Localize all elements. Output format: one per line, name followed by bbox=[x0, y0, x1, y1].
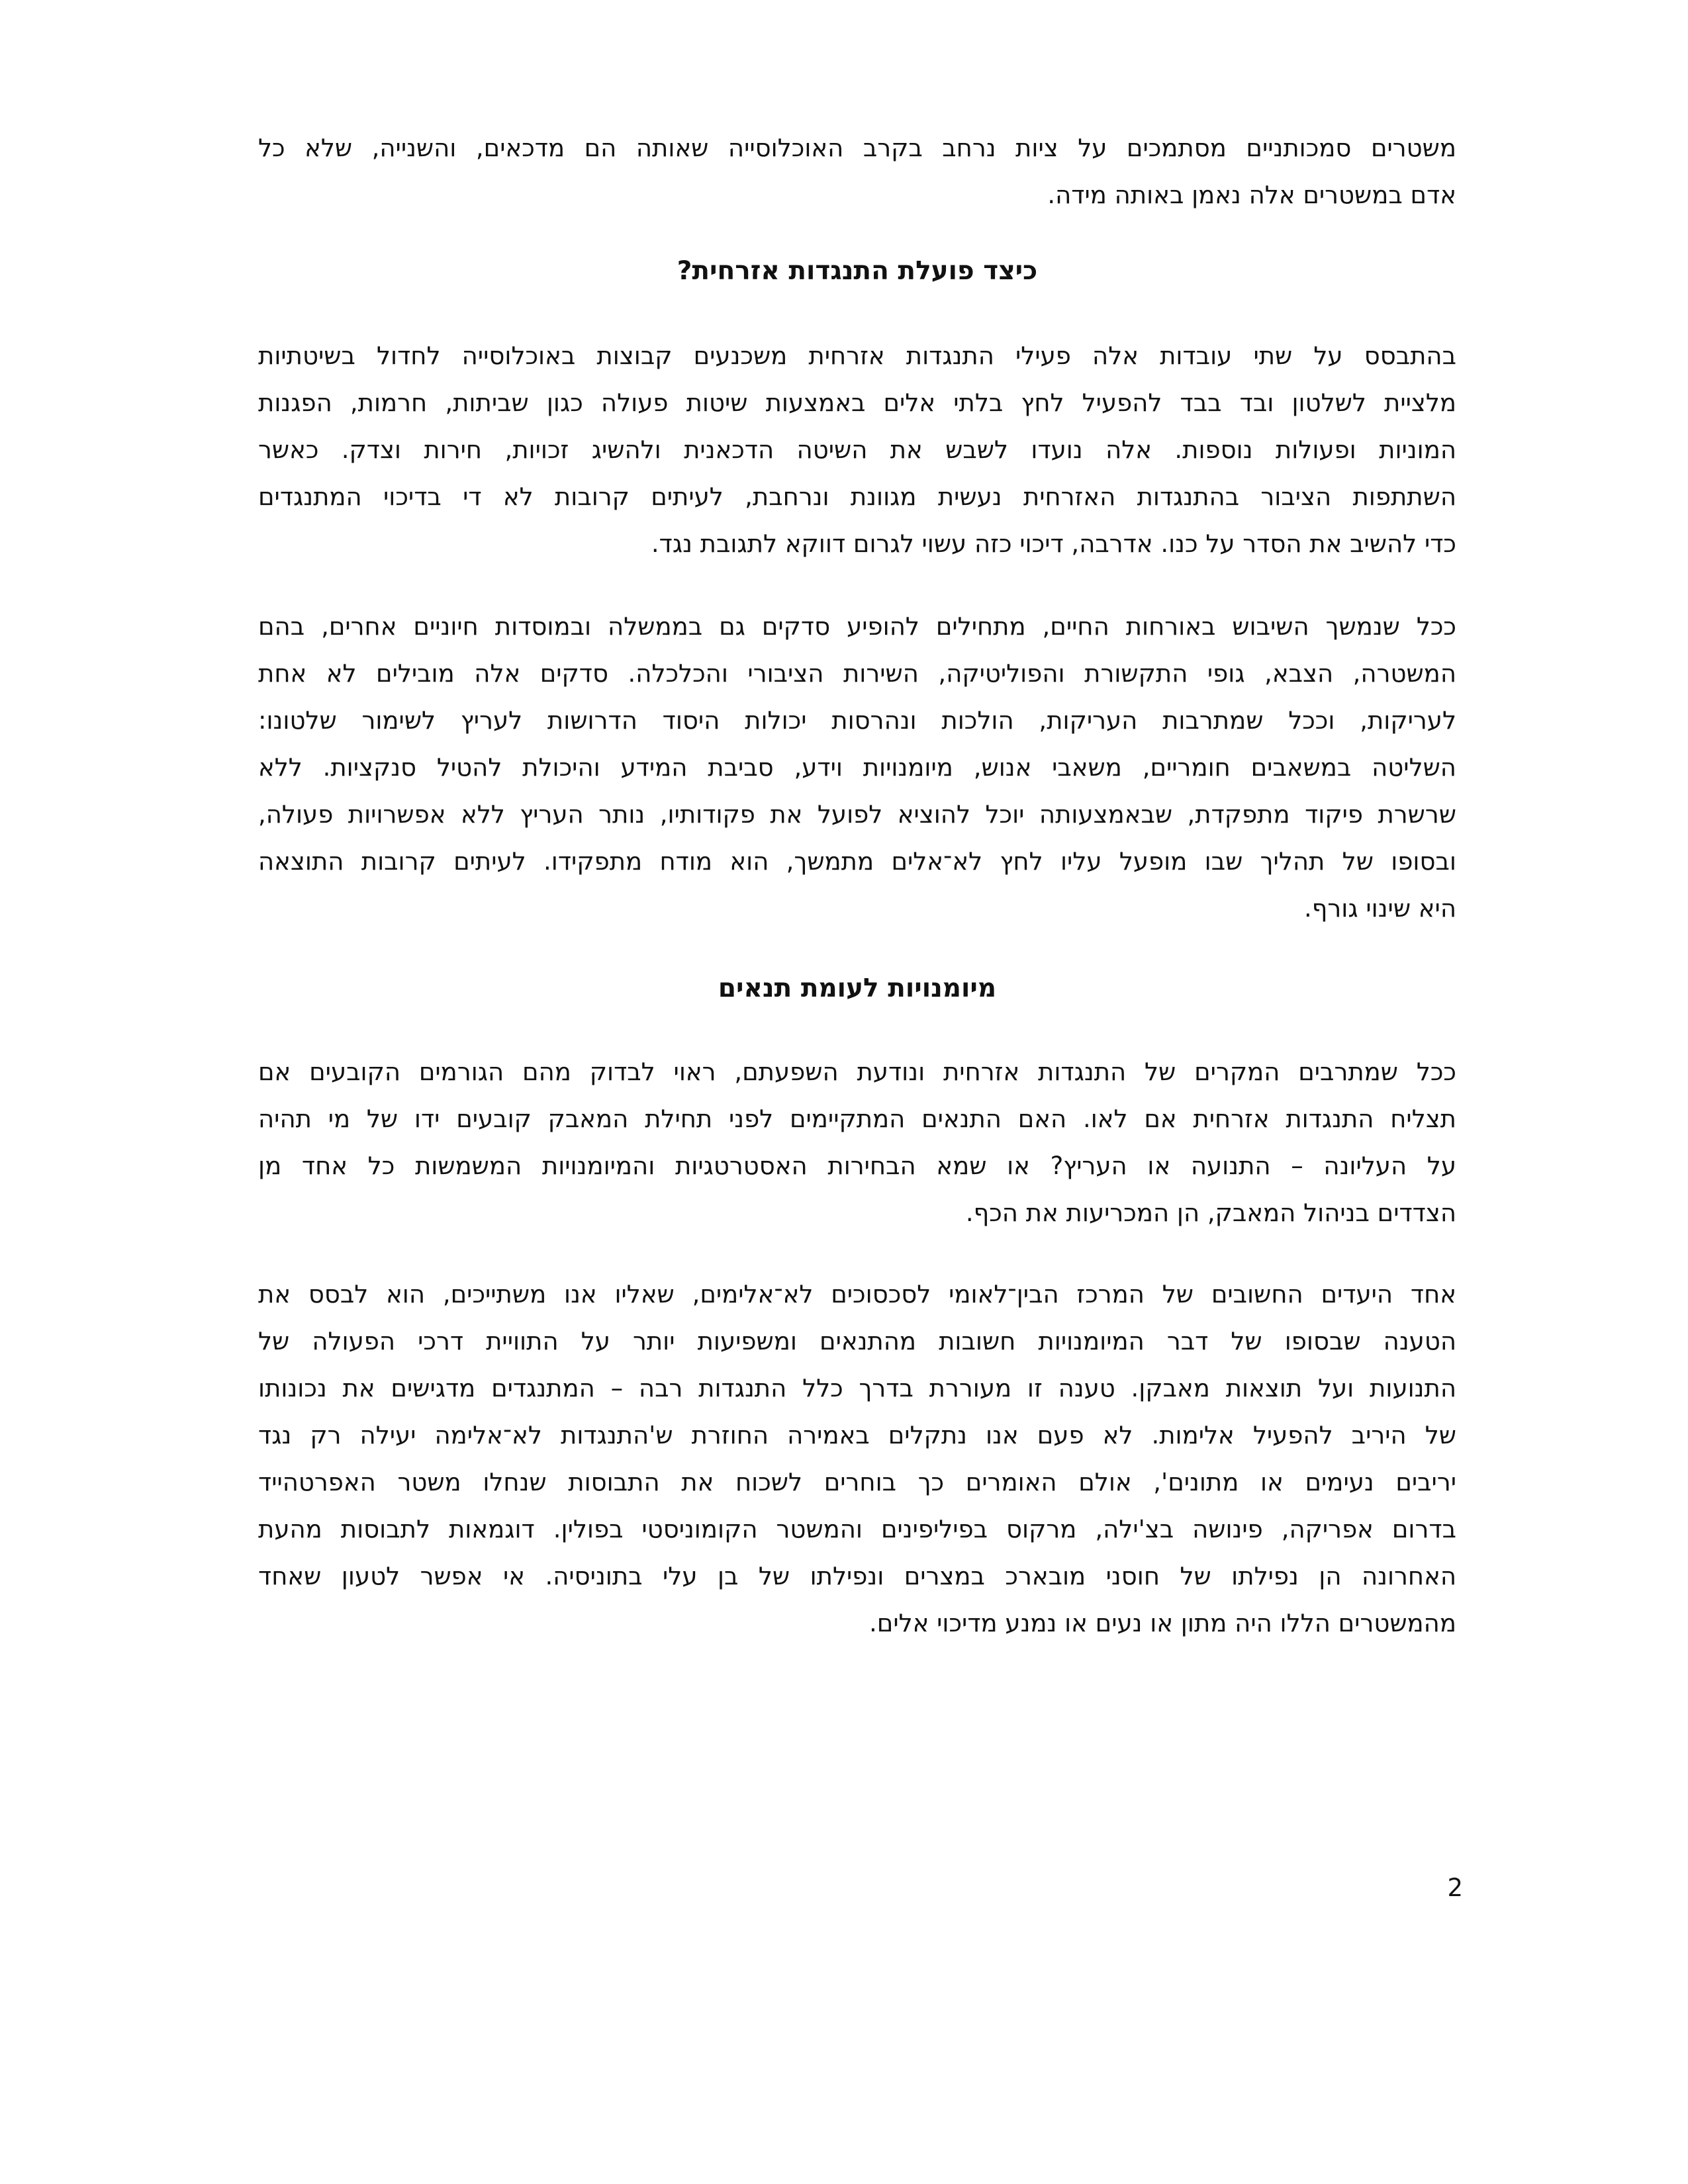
paragraph-skills-question bbox=[258, 1048, 1456, 1236]
text-line: אחד היעדים החשובים של המרכז הבין־לאומי לסכסוכים לא־אלימים, שאליו אנו משתייכים, הוא לבסס את bbox=[258, 1280, 1456, 1308]
text-line: על העליונה – התנועה או העריץ? או שמא הבחירות האסטרטגיות והמיומנויות המשמשות כל אחד מן bbox=[258, 1152, 1456, 1180]
text-line: ובסופו של תהליך שבו מופעל עליו לחץ לא־אלים מתמשך, הוא מודח מתפקידו. לעיתים קרובות התוצאה bbox=[258, 847, 1456, 876]
text-line: המוניות ופעולות נוספות. אלה נועדו לשבש את השיטה הדכאנית ולהשיג זכויות, חירות וצדק. כאשר bbox=[258, 435, 1456, 464]
text-line: היא שינוי גורף. bbox=[1303, 894, 1456, 923]
text-line: יריבים נעימים או מתונים', אולם האומרים כך בוחרים לשכוח את התבוסות שנחלו משטר האפרטהייד bbox=[258, 1468, 1456, 1496]
text-line: השתתפות הציבור בהתנגדות האזרחית נעשית מגוונת ונרחבת, לעיתים קרובות לא די בדיכוי המתנגדים bbox=[258, 482, 1456, 511]
text-line: מלציית לשלטון ובד בבד להפעיל לחץ בלתי אלים באמצעות שיטות פעולה כגון שביתות, חרמות, הפגנות bbox=[258, 388, 1456, 417]
paragraph-icnc-argument bbox=[258, 1271, 1456, 1647]
paragraph-how-it-works bbox=[258, 332, 1456, 567]
text-line: כדי להשיב את הסדר על כנו. אדרבה, דיכוי כזה עשוי לגרום דווקא לתגובת נגד. bbox=[651, 529, 1456, 558]
text-line: תצליח התנגדות אזרחית אם לאו. האם התנאים המתקיימים לפני תחילת המאבק קובעים ידו של מי תהיה bbox=[258, 1105, 1456, 1133]
section-heading-skills-vs-conditions: מיומנויות לעומת תנאים bbox=[718, 974, 997, 1003]
text-line: שרשרת פיקוד מתפקדת, שבאמצעותה יוכל להוציא לפועל את פקודותיו, נותר העריץ ללא אפשרויות פעולה, bbox=[258, 800, 1456, 829]
text-line: מהמשטרים הללו היה מתון או נעים או נמנע מדיכוי אלים. bbox=[869, 1609, 1456, 1637]
text-line: ככל שנמשך השיבוש באורחות החיים, מתחילים להופיע סדקים גם בממשלה ובמוסדות חיוניים אחרים, בהם bbox=[258, 612, 1456, 641]
text-line: התנועות ועל תוצאות מאבקן. טענה זו מעוררת בדרך כלל התנגדות רבה – המתנגדים מדגישים את נכונותו bbox=[258, 1374, 1456, 1402]
document-page bbox=[258, 124, 1456, 1647]
paragraph-intro bbox=[258, 124, 1456, 218]
text-line: אדם במשטרים אלה נאמן באותה מידה. bbox=[1047, 181, 1456, 209]
section-heading-how-civil-resistance-works: כיצד פועלת התנגדות אזרחית? bbox=[677, 256, 1038, 286]
text-line: המשטרה, הצבא, גופי התקשורת והפוליטיקה, השירות הציבורי והכלכלה. סדקים אלה מובילים לא אחת bbox=[258, 659, 1456, 688]
text-line: הטענה שבסופו של דבר המיומנויות חשובות מהתנאים ומשפיעות יותר על התוויית דרכי הפעולה של bbox=[258, 1327, 1456, 1355]
text-line: בהתבסס על שתי עובדות אלה פעילי התנגדות אזרחית משכנעים קבוצות באוכלוסייה לחדול בשיטתיות bbox=[258, 341, 1456, 370]
text-line: הצדדים בניהול המאבק, הן המכריעות את הכף. bbox=[965, 1199, 1456, 1227]
text-line: השליטה במשאבים חומריים, משאבי אנוש, מיומנויות וידע, סביבת המידע והיכולת להטיל סנקציות. ללא bbox=[258, 753, 1456, 782]
paragraph-disruption-cracks bbox=[258, 603, 1456, 932]
text-line: משטרים סמכותניים מסתמכים על ציות נרחב בקרב האוכלוסייה שאותה הם מדכאים, והשנייה, שלא כל bbox=[258, 134, 1456, 162]
text-line: האחרונה הן נפילתו של חוסני מובארכ במצרים ונפילתו של בן עלי בתוניסיה. אי אפשר לטעון שאחד bbox=[258, 1562, 1456, 1590]
text-line: לעריקות, וככל שמתרבות העריקות, הולכות ונהרסות יכולות היסוד הדרושות לעריץ לשימור שלטונו: bbox=[258, 706, 1456, 735]
text-line: ככל שמתרבים המקרים של התנגדות אזרחית ונודעת השפעתם, ראוי לבדוק מהם הגורמים הקובעים אם bbox=[258, 1058, 1456, 1086]
text-line: של היריב להפעיל אלימות. לא פעם אנו נתקלים באמירה החוזרת ש'התנגדות לא־אלימה יעילה רק נגד bbox=[258, 1421, 1456, 1449]
text-line: בדרום אפריקה, פינושה בצ'ילה, מרקוס בפיליפינים והמשטר הקומוניסטי בפולין. דוגמאות לתבוסות מהעת bbox=[258, 1515, 1456, 1543]
page-number: 2 bbox=[1447, 1874, 1463, 1902]
